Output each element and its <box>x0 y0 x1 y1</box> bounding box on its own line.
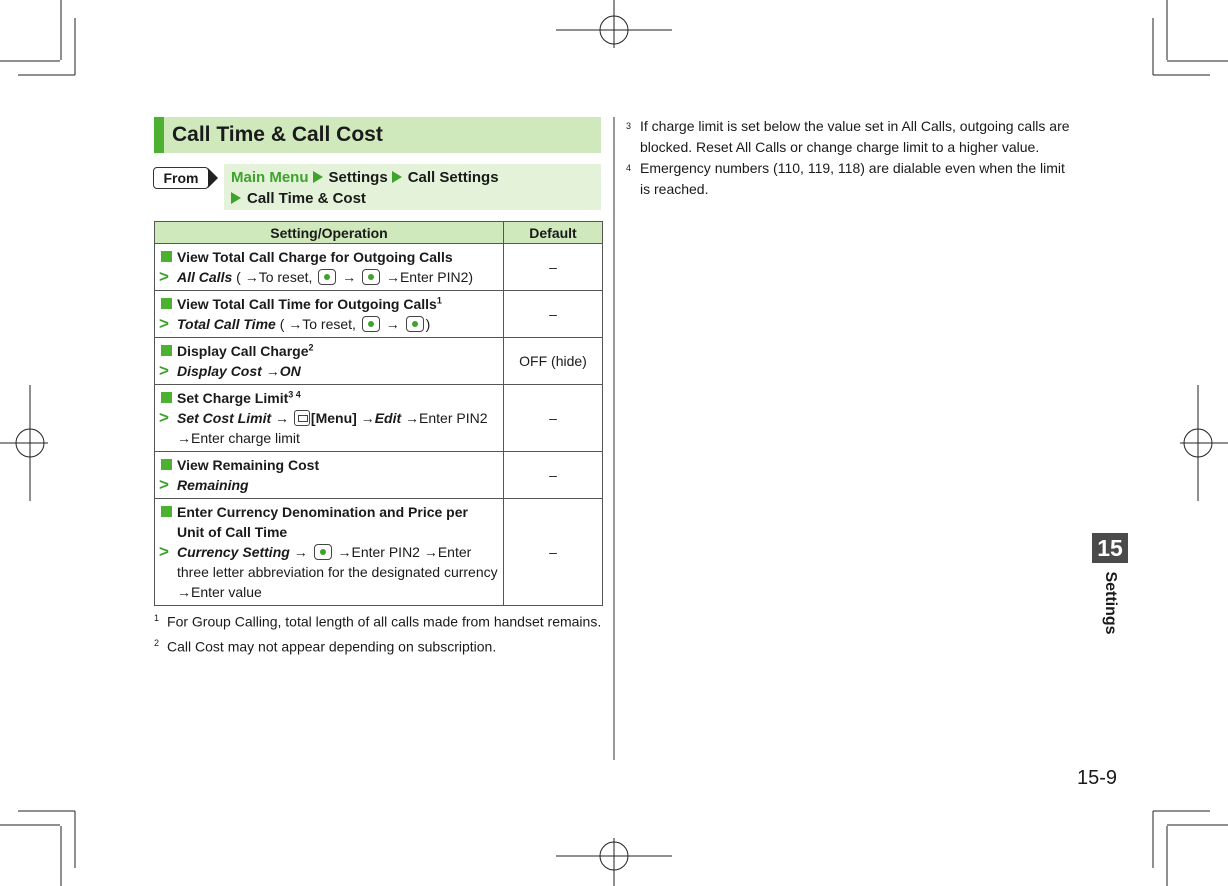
bullet-square-icon <box>161 506 172 517</box>
row-title: View Total Call Charge for Outgoing Calls <box>177 249 453 265</box>
footnote: $^2$ Call Cost may not appear depending on subscription. <box>154 637 497 655</box>
menu-item-name: Total Call Time <box>177 316 276 332</box>
header-setting-operation: Setting/Operation <box>155 222 504 244</box>
bullet-square-icon <box>161 345 172 356</box>
menu-softkey: [Menu] <box>310 410 357 426</box>
section-title-accent <box>154 117 164 153</box>
mail-key-icon <box>294 410 310 426</box>
path-main-menu: Main Menu <box>231 169 309 186</box>
center-key-icon <box>362 316 380 332</box>
header-default: Default <box>504 222 603 244</box>
path-call-time-cost: Call Time & Cost <box>247 190 366 207</box>
menu-item-name: Edit <box>374 410 402 426</box>
row-title: View Remaining Cost <box>177 457 320 473</box>
step-arrow-icon: > <box>159 267 169 286</box>
step-arrow-icon: > <box>159 361 169 380</box>
path-call-settings: Call Settings <box>407 169 499 186</box>
row-title: View Total Call Time for Outgoing Calls <box>177 296 437 312</box>
default-value: – <box>504 499 603 606</box>
step-arrow-icon: > <box>159 314 169 333</box>
center-key-icon <box>314 544 332 560</box>
footnote: 3 If charge limit is set below the value set in All Calls, outgoing calls are blocked. Reset All Calls or change charge limit to a higher value. <box>626 118 1070 155</box>
menu-path <box>224 164 601 210</box>
bullet-square-icon <box>161 251 172 262</box>
chapter-tab-label: Settings <box>1102 571 1119 635</box>
path-arrow-icon <box>231 192 241 204</box>
page-number: 15-9 <box>1077 767 1118 789</box>
menu-item-name: Remaining <box>177 477 249 493</box>
table-row: View Total Call Time for Outgoing Calls$^1$ > Total Call Time ( →To reset, → ) – <box>155 291 603 338</box>
path-settings: Settings <box>328 169 388 186</box>
center-key-icon <box>362 269 380 285</box>
chapter-tab-number: 15 <box>1092 533 1128 563</box>
footnote: $^1$ For Group Calling, total length of all calls made from handset remains. <box>154 613 602 630</box>
default-value: – <box>504 244 603 291</box>
step-arrow-icon: > <box>159 475 169 494</box>
default-value: – <box>504 385 603 452</box>
step-arrow-icon: > <box>159 542 169 561</box>
menu-item-name: Display Cost <box>177 363 262 379</box>
footnotes-right <box>626 116 1071 200</box>
menu-item-name: All Calls <box>177 269 233 285</box>
center-key-icon <box>406 316 424 332</box>
footnote: 4 Emergency numbers (110, 119, 118) are dialable even when the limit is reached. <box>626 160 1065 197</box>
menu-item-name: ON <box>279 363 301 379</box>
row-title: Enter Currency Denomination and Price per Unit of Call Time <box>177 504 468 540</box>
path-arrow-icon <box>392 171 402 183</box>
row-title: Set Charge Limit <box>177 390 289 406</box>
bullet-square-icon <box>161 298 172 309</box>
table-header-row <box>155 222 603 244</box>
default-value: – <box>504 291 603 338</box>
row-title: Display Call Charge <box>177 343 309 359</box>
table-row <box>155 452 603 499</box>
bullet-square-icon <box>161 459 172 470</box>
table-row: Enter Currency Denomination and Price per Unit of Call Time > Currency Setting → →Enter PIN2 →Enter three letter abbreviation for the designated currency →Enter value – <box>155 499 603 606</box>
from-badge: From <box>153 167 209 189</box>
default-value: OFF (hide) <box>504 338 603 385</box>
center-key-icon <box>318 269 336 285</box>
from-arrow-icon <box>208 168 218 188</box>
bullet-square-icon <box>161 392 172 403</box>
menu-item-name: Currency Setting <box>177 544 290 560</box>
step-arrow-icon: > <box>159 408 169 427</box>
menu-item-name: Set Cost Limit <box>177 410 272 426</box>
default-value: – <box>504 452 603 499</box>
path-arrow-icon <box>313 171 323 183</box>
table-row: View Total Call Charge for Outgoing Calls > All Calls ( →To reset, → →Enter PIN2) – <box>155 244 603 291</box>
settings-table <box>154 221 603 606</box>
section-title: Call Time & Call Cost <box>172 123 383 146</box>
footnotes-left <box>154 608 604 657</box>
table-row: Set Charge Limit$^{3 4}$ > Set Cost Limit → [Menu] →Edit →Enter PIN2 →Enter charge limit – <box>155 385 603 452</box>
table-row: Display Call Charge$^2$ > Display Cost →ON OFF (hide) <box>155 338 603 385</box>
